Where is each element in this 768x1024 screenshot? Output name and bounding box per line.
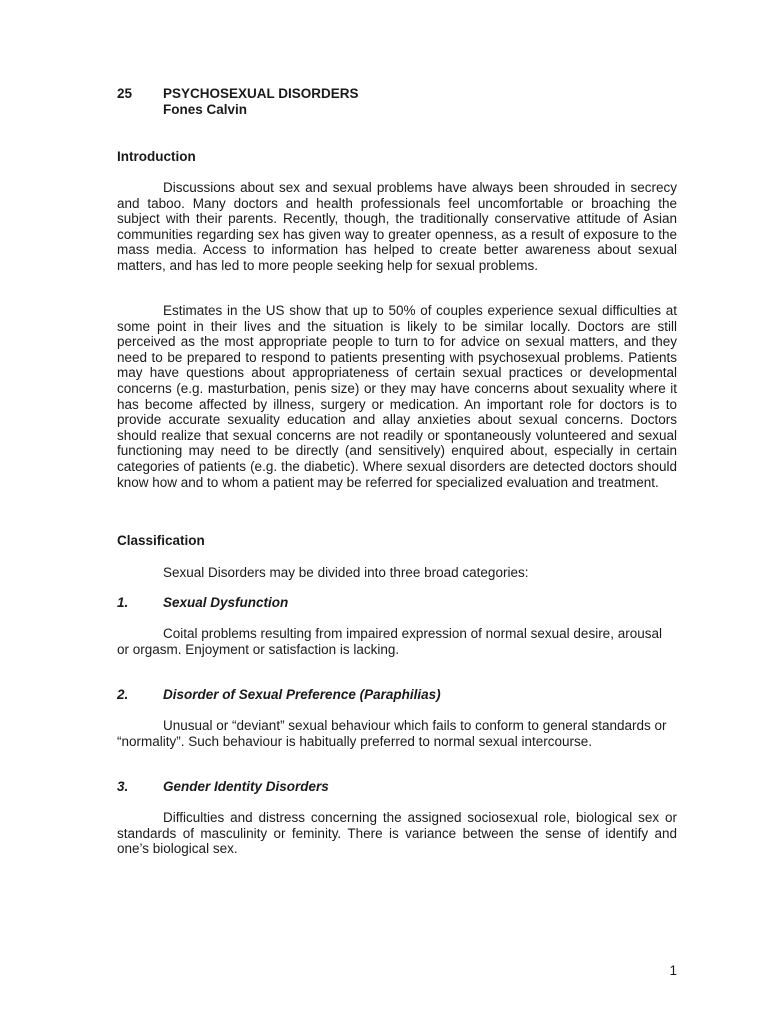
category-2-text: Unusual or “deviant” sexual behaviour which fails to conform to general standards or “normality”. Such behaviour is habitually preferred to normal sexual intercourse. (117, 718, 667, 749)
category-3-title: Gender Identity Disorders (163, 779, 329, 794)
classification-heading: Classification (117, 533, 205, 548)
category-1-heading (117, 595, 288, 611)
chapter-author: Fones Calvin (163, 102, 248, 117)
category-3-number: 3. (117, 779, 129, 794)
category-2-title: Disorder of Sexual Preference (Paraphilias) (163, 687, 441, 702)
category-1-title: Sexual Dysfunction (163, 595, 289, 610)
category-3-heading (117, 779, 329, 795)
chapter-number: 25 (117, 86, 133, 101)
introduction-paragraph-2: Estimates in the US show that up to 50% of couples experience sexual difficulties at some point in their lives and the situation is likely to be similar locally. Doctors are still perceived as the most appropriate people to turn to for advice on sexual matters, and they need to be prepared to respond to patients presenting with psychosexual problems. Patients may have questions about appropriateness of certain sexual practices or developmental concerns (e.g. masturbation, penis size) or they may have concerns about sexuality where it has become affected by illness, surgery or medication. An important role for doctors is to provide accurate sexuality education and allay anxieties about sexual concerns. Doctors should realize that sexual concerns are not readily or spontaneously volunteered and sexual functioning may need to be directly (and sensitively) enquired about, especially in certain categories of patients (e.g. the diabetic). Where sexual disorders are detected doctors should know how and to whom a patient may be referred for specialized evaluation and treatment. (117, 303, 677, 490)
category-1-text: Coital problems resulting from impaired expression of normal sexual desire, arousal or orgasm. Enjoyment or satisfaction is lacking. (117, 626, 662, 657)
chapter-title: PSYCHOSEXUAL DISORDERS (163, 86, 359, 101)
introduction-paragraph-1: Discussions about sex and sexual problems have always been shrouded in secrecy and taboo. Many doctors and health professionals feel uncomfortable or broaching the subject with their parents. Recently, though, the traditionally conservative attitude of Asian communities regarding sex has given way to greater openness, as a result of exposure to the mass media. Access to information has helped to create better awareness about sexual matters, and has led to more people seeking help for sexual problems. (117, 180, 677, 273)
introduction-heading: Introduction (117, 149, 196, 164)
chapter-header (117, 86, 359, 118)
category-2-heading (117, 687, 441, 703)
page-number: 1 (669, 963, 677, 978)
category-3-text: Difficulties and distress concerning the assigned sociosexual role, biological sex or standards of masculinity or feminity. There is variance between the sense of identify and one’s biological sex. (117, 810, 677, 857)
category-2-number: 2. (117, 687, 129, 702)
classification-intro: Sexual Disorders may be divided into three broad categories: (163, 565, 529, 580)
category-1-number: 1. (117, 595, 129, 610)
